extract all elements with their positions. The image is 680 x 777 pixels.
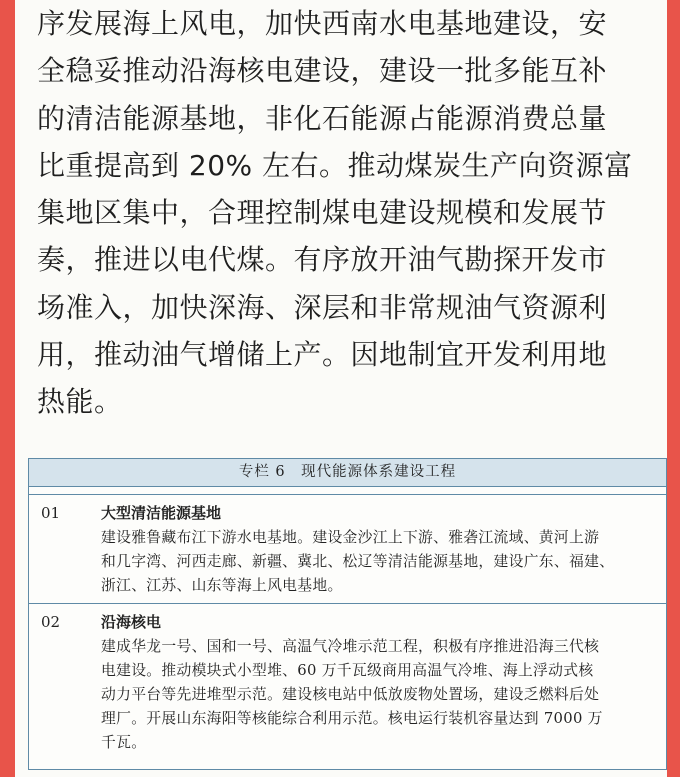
- item-text-line: 建设雅鲁藏布江下游水电基地。建设金沙江上下游、雅砻江流域、黄河上游: [101, 529, 600, 546]
- item-title: 大型清洁能源基地: [101, 504, 222, 522]
- paragraph-line: 比重提高到 20% 左右。推动煤炭生产向资源富: [37, 148, 633, 182]
- item-text-line: 动力平台等先进堆型示范。建设核电站中低放废物处置场，建设乏燃料后处: [101, 686, 600, 704]
- paragraph-line: 集地区集中，合理控制煤电建设规模和发展节: [37, 196, 608, 230]
- document-page: [15, 0, 667, 777]
- item-text-line: 浙江、江苏、山东等海上风电基地。: [101, 577, 343, 595]
- paragraph-line: 序发展海上风电，加快西南水电基地建设，安: [37, 7, 608, 40]
- paragraph-line: 奏，推进以电代煤。有序放开油气勘探开发市: [37, 243, 608, 277]
- item-text-line: 电建设。推动模块式小型堆、60 万千瓦级商用高温气冷堆、海上浮动式核: [101, 661, 594, 679]
- item-text-line: 建成华龙一号、国和一号、高温气冷堆示范工程，积极有序推进沿海三代核: [101, 637, 600, 655]
- box-item: [29, 495, 666, 599]
- divider: [29, 487, 666, 495]
- item-text-line: 理厂。开展山东海阳等核能综合利用示范。核电运行装机容量达到 7000 万: [101, 710, 603, 728]
- paragraph-line: 用，推动油气增储上产。因地制宜开发利用地: [37, 338, 608, 372]
- paragraph-line: 场准入，加快深海、深层和非常规油气资源利: [37, 290, 608, 324]
- item-text-line: 和几字湾、河西走廊、新疆、冀北、松辽等清洁能源基地，建设广东、福建、: [101, 553, 615, 571]
- body-paragraph: [37, 0, 649, 426]
- item-number: 02: [41, 612, 61, 631]
- item-text-line: 千瓦。: [101, 734, 147, 752]
- paragraph-line: 的清洁能源基地，非化石能源占能源消费总量: [37, 101, 608, 135]
- item-title: 沿海核电: [101, 612, 162, 631]
- item-number: 01: [41, 504, 61, 522]
- column-box: [28, 458, 667, 770]
- paragraph-line: 全稳妥推动沿海核电建设，建设一批多能互补: [37, 54, 608, 88]
- paragraph-line: 热能。: [37, 385, 123, 419]
- box-item: [29, 603, 666, 756]
- column-box-title: 专栏 6 现代能源体系建设工程: [29, 459, 666, 487]
